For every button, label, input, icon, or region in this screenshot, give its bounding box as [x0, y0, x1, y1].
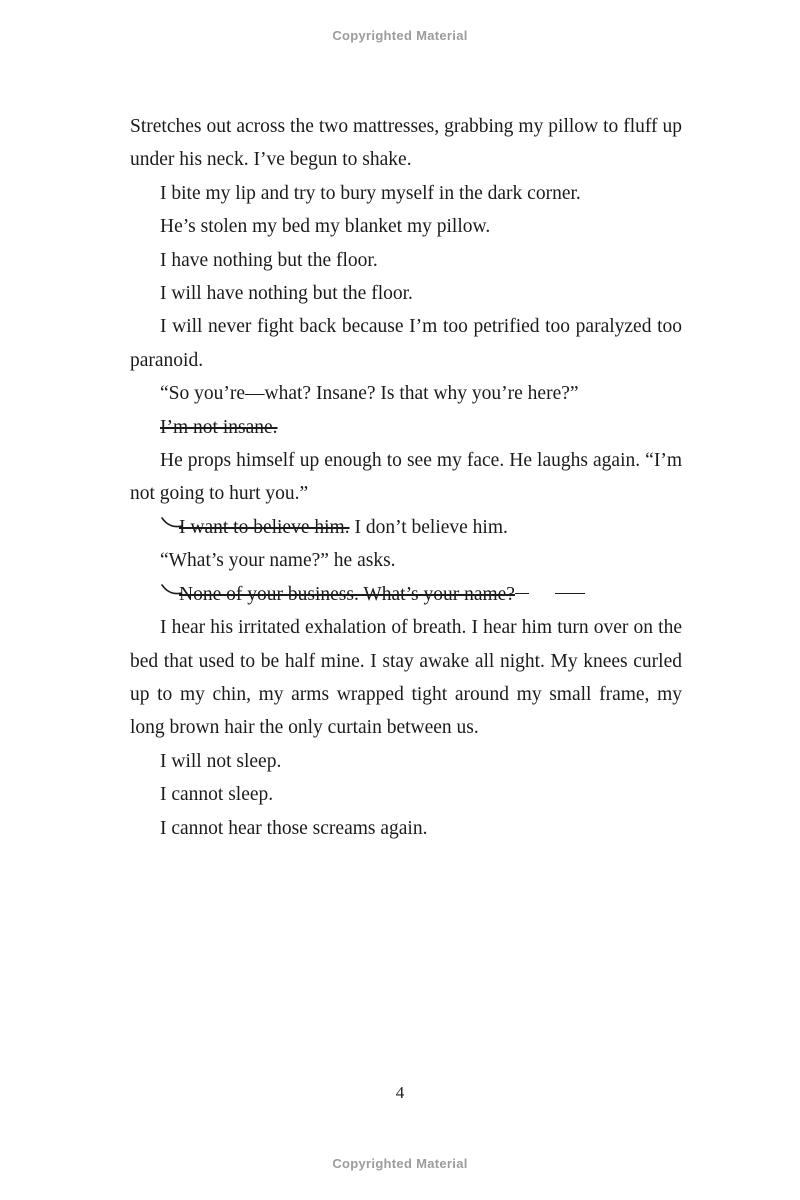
paragraph	[130, 244, 682, 277]
struck-text: I want to believe him.	[179, 516, 350, 538]
text-segment: I will never fight back because I’m too petrified too paralyzed too paranoid.	[130, 316, 682, 371]
paragraph	[130, 411, 682, 444]
page-number: 4	[395, 1083, 405, 1102]
paragraph	[130, 544, 682, 577]
strikethrough-extension-line	[515, 593, 529, 594]
paragraph	[130, 578, 682, 611]
text-segment: “So you’re—what? Insane? Is that why you’re here?”	[160, 383, 579, 405]
paragraph	[130, 812, 682, 845]
text-segment: I don’t believe him.	[349, 516, 508, 538]
text-segment: I hear his irritated exhalation of breath. I hear him turn over on the bed that used to be half mine. I stay awake all night. My knees curled up to my chin, my arms wrapped tight around my small frame, my long brown hair the only curtain between us.	[130, 617, 682, 739]
struck-text: None of your business. What’s your name?	[179, 583, 515, 605]
copyright-notice-bottom: Copyrighted Material	[332, 1156, 468, 1171]
strikethrough-trailing-dash	[555, 593, 585, 594]
struck-text: I’m not insane.	[160, 416, 278, 438]
paragraph	[130, 611, 682, 745]
paragraph	[130, 511, 682, 544]
paragraph	[130, 778, 682, 811]
copyright-notice-top: Copyrighted Material	[332, 28, 468, 43]
paragraph	[130, 210, 682, 243]
text-segment: I have nothing but the floor.	[160, 249, 378, 271]
paragraph	[130, 377, 682, 410]
text-segment: He’s stolen my bed my blanket my pillow.	[160, 216, 491, 238]
text-segment: Stretches out across the two mattresses, grabbing my pillow to fluff up under his neck. I’ve begun to shake.	[130, 116, 682, 171]
text-segment: I will have nothing but the floor.	[160, 283, 413, 305]
paragraph	[130, 110, 682, 177]
text-segment: I will not sleep.	[160, 750, 282, 772]
paragraph	[130, 177, 682, 210]
text-segment: “What’s your name?” he asks.	[160, 550, 396, 572]
text-segment: I cannot hear those screams again.	[160, 817, 428, 839]
text-segment: I cannot sleep.	[160, 784, 274, 806]
text-segment: He props himself up enough to see my face. He laughs again. “I’m not going to hurt you.”	[130, 450, 682, 505]
paragraph	[130, 745, 682, 778]
paragraph	[130, 277, 682, 310]
text-segment: I bite my lip and try to bury myself in the dark corner.	[160, 182, 581, 204]
page-body	[130, 110, 682, 845]
paragraph	[130, 444, 682, 511]
paragraph	[130, 310, 682, 377]
